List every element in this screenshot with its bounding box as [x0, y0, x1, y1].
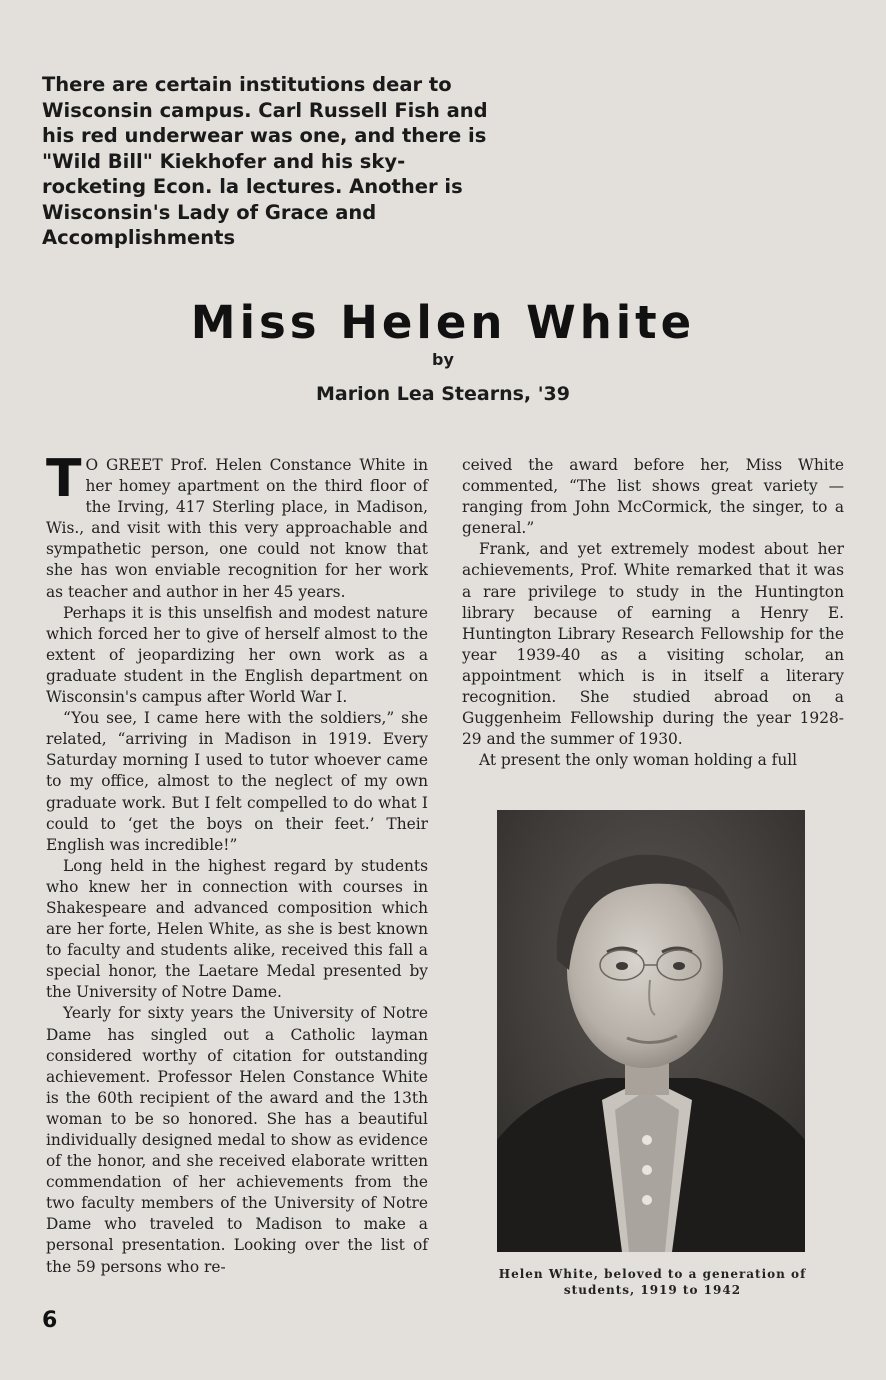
- author-name: Marion Lea Stearns, '39: [315, 383, 570, 405]
- intro-blurb: There are certain institutions dear to Wisconsin campus. Carl Russell Fish and his red underwear was one, and there is "Wild Bill" Kiekhofer and his sky-rocketing Econ. la lectures. Another is Wisconsin's Lady of Grace and Accomplishments: [42, 73, 488, 249]
- portrait-photo: [497, 810, 805, 1252]
- page-number: 6: [42, 1308, 58, 1333]
- drop-cap: T: [46, 449, 82, 509]
- article-title: Miss Helen White: [190, 296, 696, 349]
- paragraph: Frank, and yet extremely modest about her achievements, Prof. White remarked that it was a rare privilege to study in the Huntington library because of earning a Henry E. Huntington Library Research Fellowship for the year 1939-40 as a visiting scholar, an appointment which is in itself a literary recognition. She studied abroad on a Guggenheim Fellowship during the year 1928-29 and the summer of 1930.: [462, 540, 844, 749]
- right-column: [462, 455, 844, 771]
- paragraph: At present the only woman holding a full: [479, 751, 798, 770]
- left-column: [46, 449, 428, 1278]
- paragraph: “You see, I came here with the soldiers,” she related, “arriving in Madison in 1919. Every Saturday morning I used to tutor whoever came to my office, almost to the neglect of my own graduate work. But I felt compelled to do what I could to ‘get the boys on their feet.’ Their English was incredible!”: [46, 709, 428, 854]
- byline-by: by: [432, 350, 454, 369]
- portrait-illustration: [497, 810, 805, 1252]
- paragraph: Perhaps it is this unselfish and modest nature which forced her to give of herself almost to the extent of jeopardizing her own work as a graduate student in the English department on Wisconsin's campus after World War I.: [46, 603, 428, 707]
- paragraph: Yearly for sixty years the University of Notre Dame has singled out a Catholic layman considered worthy of citation for outstanding achievement. Professor Helen Constance White is the 60th recipient of the award and the 13th woman to be so honored. She has a beautiful individually designed medal to show as evidence of the honor, and she received elaborate written commendation of her achievements from the two faculty members of the University of Notre Dame who traveled to Madison to make a personal presentation. Looking over the list of the 59 persons who re-: [46, 1004, 428, 1276]
- paragraph: Long held in the highest regard by students who knew her in connection with courses in Shakespeare and advanced composition which are her forte, Helen White, as she is best known to faculty and students alike, received this fall a special honor, the Laetare Medal presented by the University of Notre Dame.: [46, 856, 428, 1002]
- paragraph: ceived the award before her, Miss White commented, “The list shows great variety — ranging from John McCormick, the singer, to a general.”: [462, 456, 844, 538]
- paragraph: T O GREET Prof. Helen Constance White in her homey apartment on the third floor of the Irving, 417 Sterling place, in Madison, Wis., and visit with this very approachable and sympathetic person, one could not know that she has won enviable recognition for her work as teacher and author in her 45 years.: [46, 449, 428, 601]
- photo-caption: Helen White, beloved to a generation of students, 1919 to 1942: [498, 1267, 807, 1297]
